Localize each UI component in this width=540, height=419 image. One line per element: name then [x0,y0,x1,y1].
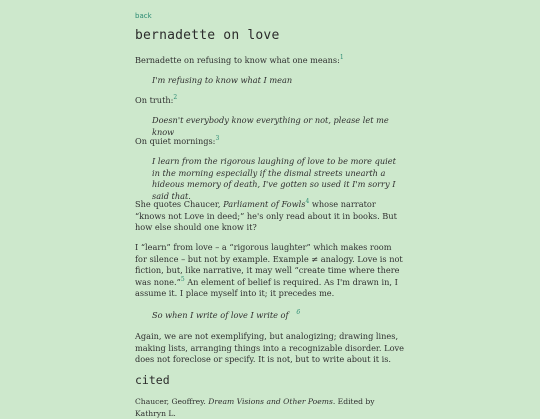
footnote-link-6[interactable]: 6 [296,309,301,316]
quote-refusing: I'm refusing to know what I mean [152,75,293,85]
footnote-link-4[interactable]: 4 [305,198,310,205]
citation-work-title: Dream Visions and Other Poems [208,397,333,406]
truth-text: On truth: [135,95,174,105]
intro-text: Bernadette on refusing to know what one means: [135,55,340,65]
intro-paragraph [135,55,405,67]
footnote-link-2[interactable]: 2 [173,94,178,101]
quote-truth: Doesn't everybody know everything or not, please let me know [152,115,389,137]
citation-entry [135,396,405,419]
again-paragraph: Again, we are not exemplifying, but analogizing; drawing lines, making lists, arranging things into a recognizable disorder. Love does not foreclose or specify. It is not, but to write about it is. [135,331,404,364]
learn-pre: I “learn” from love – a “rigorous laughter” which makes room for silence – but not by example. Example ≠ analogy. Love is not fiction, but, like narrative, it may well “create time where there was none.” [135,242,403,287]
back-link[interactable]: back [135,12,152,20]
quote-write-of-love [152,310,402,322]
citation-pre: Chaucer, Geoffrey. [135,397,209,406]
learn-paragraph [135,242,405,300]
footnote-link-1[interactable]: 1 [339,54,344,61]
chaucer-work-title: Parliament of Fowls [223,199,306,209]
truth-paragraph [135,95,405,107]
footnote-link-5[interactable]: 5 [180,275,185,283]
learn-post: An element of belief is required. As I'm drawn in, I assume it. I place myself into it; it precedes me. [135,276,398,298]
chaucer-post: whose narrator “knows not Love in deed;” he's only read about it in books. But how else should one know it? [135,199,397,232]
mornings-text: On quiet mornings: [135,136,216,146]
page-title: bernadette on love [135,28,280,43]
mornings-paragraph [135,136,405,148]
citation-post: . Edited by Kathryn L. [135,397,375,418]
quote-write-text: So when I write of love I write of [152,310,289,320]
footnote-link-3[interactable]: 3 [215,135,220,142]
chaucer-pre: She quotes Chaucer, [135,199,224,209]
chaucer-paragraph [135,199,405,234]
quote-mornings: I learn from the rigorous laughing of love to be more quiet in the morning especially if the dismal streets unearth a hideous memory of death, I've gotten so used it I'm sorry I said that. [152,156,396,201]
cited-heading: cited [135,373,170,387]
